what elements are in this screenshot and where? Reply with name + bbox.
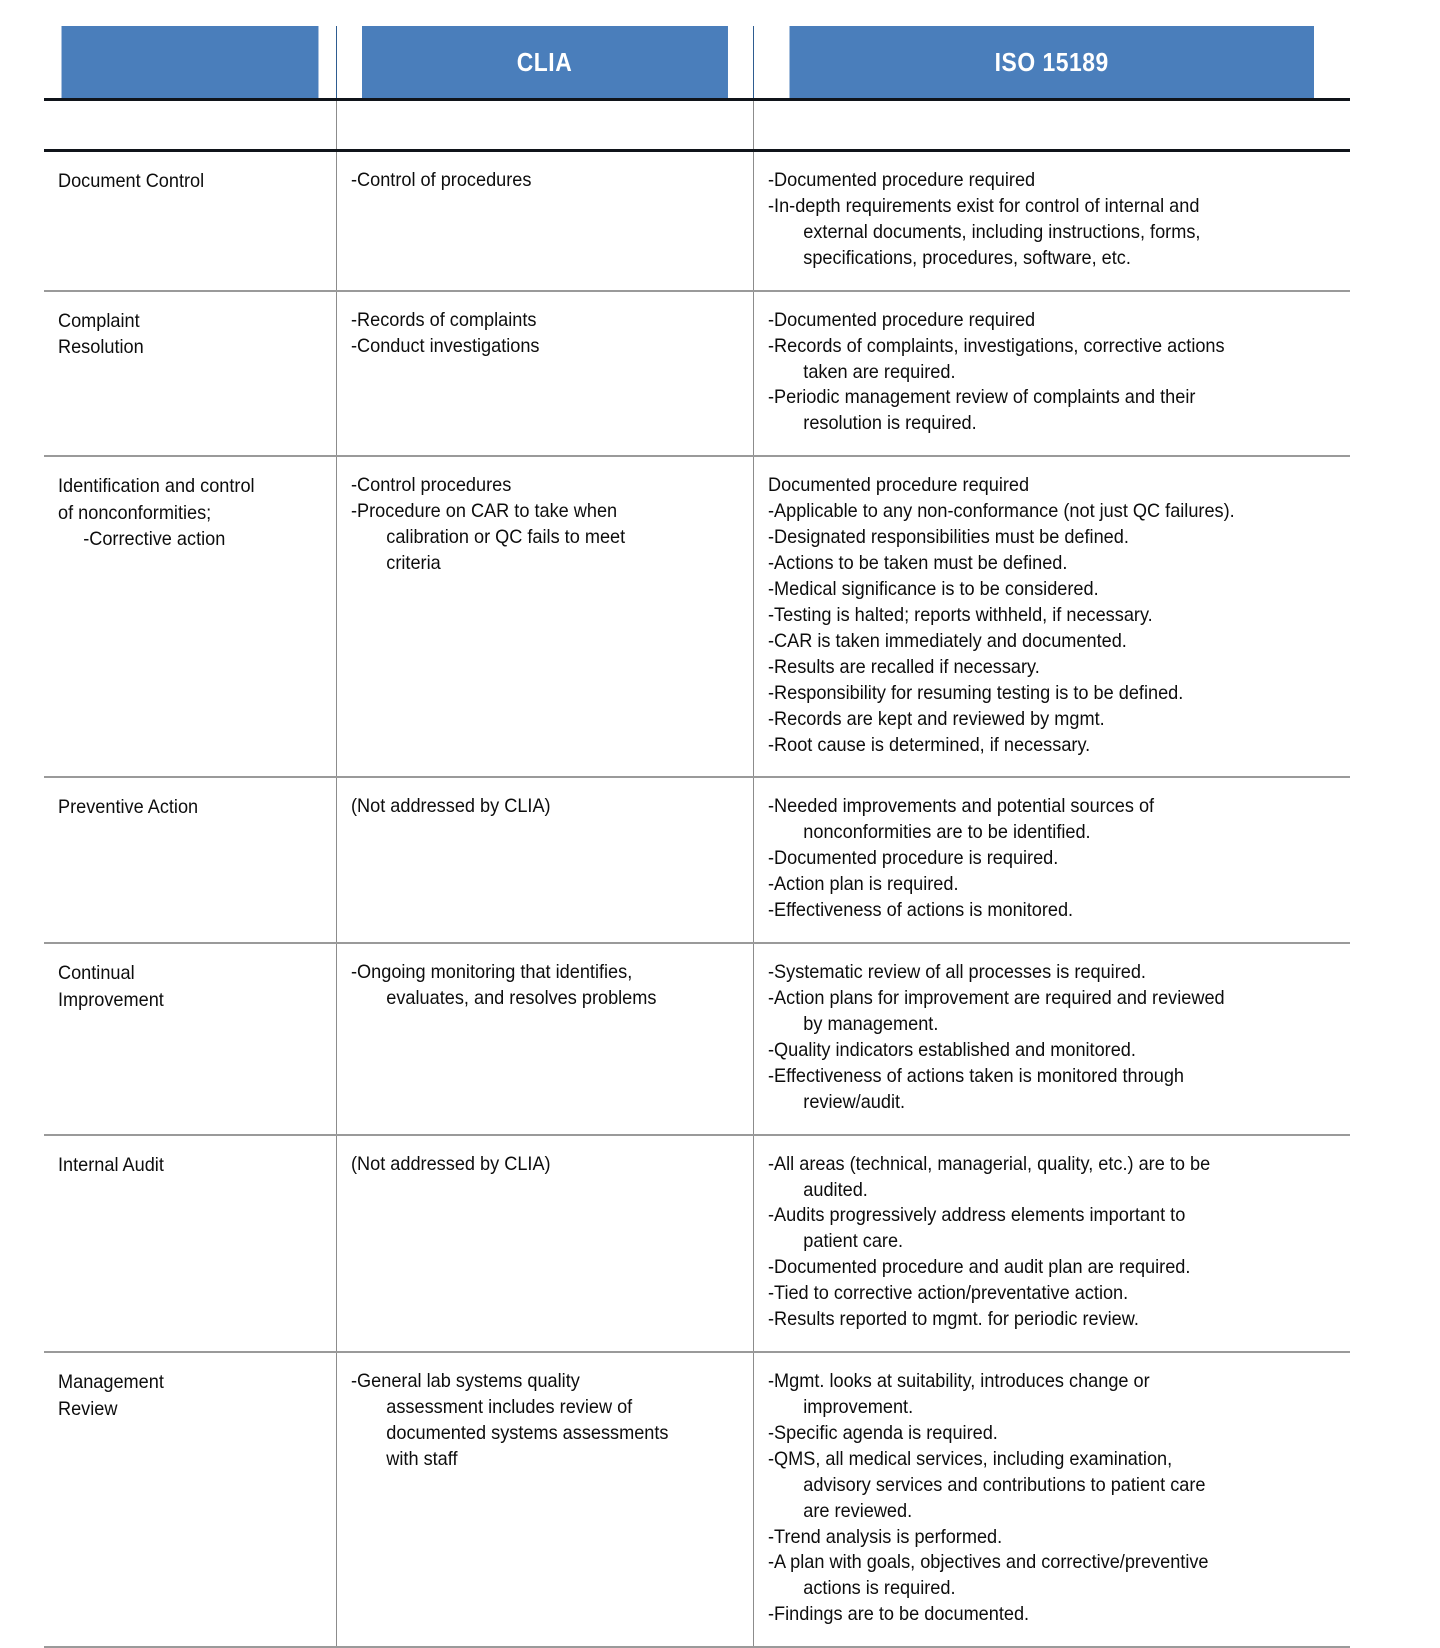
table-row xyxy=(44,456,1350,777)
element-text: Preventive Action xyxy=(58,796,199,819)
cell-iso xyxy=(753,1135,1350,1352)
cell-iso xyxy=(753,943,1350,1135)
table-row xyxy=(44,151,1350,291)
cell-clia xyxy=(336,777,753,943)
cell-clia xyxy=(336,1135,753,1352)
element-text: Document Control xyxy=(58,170,205,192)
cell-clia xyxy=(336,291,753,457)
cell-element xyxy=(44,291,336,457)
spacer-cell-clia xyxy=(336,100,753,151)
element-text: Identification and control of nonconformities; -Corrective action xyxy=(58,475,255,551)
element-text: Internal Audit xyxy=(58,1153,164,1176)
cell-clia xyxy=(336,456,753,777)
cell-element xyxy=(44,943,336,1135)
cell-clia xyxy=(336,1352,753,1647)
cell-element xyxy=(44,777,336,943)
table-row xyxy=(44,1135,1350,1352)
table-row xyxy=(44,291,1350,457)
clia-text: -Ongoing monitoring that identifies, evaluates, and resolves problems xyxy=(350,961,656,1009)
cell-iso xyxy=(753,291,1350,457)
clia-iso-comparison-table xyxy=(44,26,1350,1648)
clia-text: -Control of procedures xyxy=(350,169,531,191)
element-text: Management Review xyxy=(58,1371,164,1420)
iso-text: Documented procedure required -Applicable to any non-conformance (not just QC failures). -Designated responsibilities must be defined. -Actions to be taken must be defined. -Medical significance is to be considered. -Testing is halted; reports withheld, if necessary. -CAR is taken immediately and documented. -Results are recalled if necessary. -Responsibility for resuming testing is to be defined. -Records are kept and reviewed by mgmt. -Root cause is determined, if necessary. xyxy=(767,474,1235,756)
cell-iso xyxy=(753,1352,1350,1647)
header-row xyxy=(44,26,1350,100)
cell-element xyxy=(44,151,336,291)
clia-text: (Not addressed by CLIA) xyxy=(350,795,551,818)
clia-text: -Records of complaints -Conduct investigations xyxy=(350,308,540,357)
column-header-iso: ISO 15189 xyxy=(789,26,1314,100)
cell-element xyxy=(44,1352,336,1647)
iso-text: -All areas (technical, managerial, quality, etc.) are to be audited. -Audits progressively address elements important to patient care. -Documented procedure and audit plan are required. -Tied to corrective action/preventative action. -Results reported to mgmt. for periodic review. xyxy=(767,1152,1210,1331)
table-row xyxy=(44,943,1350,1135)
element-text: Complaint Resolution xyxy=(58,309,144,359)
cell-element xyxy=(44,456,336,777)
table-row xyxy=(44,1352,1350,1647)
cell-clia xyxy=(336,151,753,291)
clia-text: -Control procedures -Procedure on CAR to take when calibration or QC fails to meet criteria xyxy=(350,474,625,575)
table-body xyxy=(44,100,1350,1648)
clia-text: -General lab systems quality assessment includes review of documented systems assessments with staff xyxy=(350,1370,669,1470)
column-header-clia: CLIA xyxy=(361,26,728,100)
iso-text: -Systematic review of all processes is required. -Action plans for improvement are required and reviewed by management. -Quality indicators established and monitored. -Effectiveness of actions taken is monitored through review/audit. xyxy=(767,961,1225,1113)
iso-text: -Documented procedure required -In-depth requirements exist for control of internal and external documents, including instructions, forms, specifications, procedures, software, etc. xyxy=(767,169,1200,269)
spacer-row xyxy=(44,100,1350,151)
spacer-cell-iso xyxy=(753,100,1350,151)
iso-text: -Documented procedure required -Records of complaints, investigations, corrective actions taken are required. -Periodic management review of complaints and their resolution is required. xyxy=(767,308,1225,435)
cell-iso xyxy=(753,456,1350,777)
table-header xyxy=(44,26,1350,100)
cell-element xyxy=(44,1135,336,1352)
iso-text: -Mgmt. looks at suitability, introduces change or improvement. -Specific agenda is required. -QMS, all medical services, including examination, advisory services and contributions to patient care are reviewed. -Trend analysis is performed. -A plan with goals, objectives and corrective/preventive actions is required. -Findings are to be documented. xyxy=(767,1370,1209,1626)
column-header-element xyxy=(62,26,319,100)
table-row xyxy=(44,777,1350,943)
cell-iso xyxy=(753,777,1350,943)
element-text: Continual Improvement xyxy=(58,962,164,1011)
cell-iso xyxy=(753,151,1350,291)
cell-clia xyxy=(336,943,753,1135)
spacer-cell-element xyxy=(44,100,336,151)
clia-text: (Not addressed by CLIA) xyxy=(350,1152,551,1175)
iso-text: -Needed improvements and potential sources of nonconformities are to be identified. -Documented procedure is required. -Action plan is required. -Effectiveness of actions is monitored. xyxy=(767,795,1154,922)
